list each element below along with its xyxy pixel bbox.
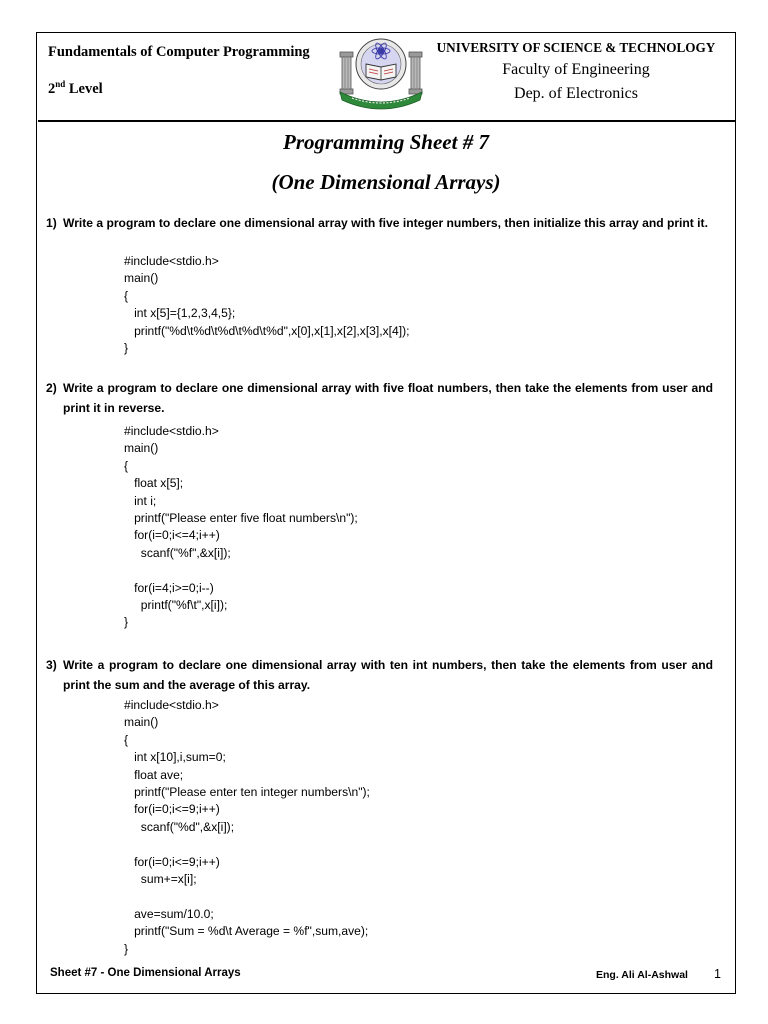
course-title: Fundamentals of Computer Programming xyxy=(48,44,310,60)
question-number: 2) xyxy=(46,381,57,395)
code-block-1: #include<stdio.h> main() { int x[5]={1,2,3,4,5}; printf("%d\t%d\t%d\t%d\t%d",x[0],x[1],x[2],x[3],x[4]); } xyxy=(124,254,410,356)
level-word: Level xyxy=(68,80,103,97)
level-suffix: nd xyxy=(55,79,66,89)
university-name: UNIVERSITY OF SCIENCE & TECHNOLOGY xyxy=(436,40,716,55)
department-name: Dep. of Electronics xyxy=(514,85,638,102)
course-level xyxy=(48,79,103,98)
level-number: 2 xyxy=(48,80,56,97)
page-number: 1 xyxy=(714,967,721,981)
code-block-2: #include<stdio.h> main() { float x[5]; int i; printf("Please enter five float numbers\n"); for(i=0;i<=4;i++) scanf("%f",&x[i]); for(i=4;i>=0;i--) printf("%f\t",x[i]); } xyxy=(124,424,358,630)
question-number: 1) xyxy=(46,216,57,230)
university-logo xyxy=(338,34,424,110)
question-text: Write a program to declare one dimensional array with five integer numbers, then initialize this array and print it. xyxy=(63,216,708,230)
header-divider xyxy=(38,120,735,122)
faculty-name: Faculty of Engineering xyxy=(502,61,650,78)
question-3 xyxy=(46,655,713,695)
code-block-3: #include<stdio.h> main() { int x[10],i,sum=0; float ave; printf("Please enter ten integer numbers\n"); for(i=0;i<=9;i++) scanf("%d",&x[i]); for(i=0;i<=9;i++) sum+=x[i]; ave=sum/10.0; printf("Sum = %d\t Average = %f",sum,ave); } xyxy=(124,698,370,956)
question-2 xyxy=(46,378,713,418)
question-1 xyxy=(46,213,713,233)
sheet-subtitle: (One Dimensional Arrays) xyxy=(271,170,501,194)
question-text: Write a program to declare one dimensional array with ten int numbers, then take the elements from user and print the sum and the average of this array. xyxy=(63,658,713,692)
question-text: Write a program to declare one dimensional array with five float numbers, then take the elements from user and print it in reverse. xyxy=(63,381,713,415)
footer-sheet-label: Sheet #7 - One Dimensional Arrays xyxy=(50,967,241,979)
footer-author: Eng. Ali Al-Ashwal xyxy=(596,969,688,981)
question-number: 3) xyxy=(46,658,57,672)
sheet-title: Programming Sheet # 7 xyxy=(283,130,489,154)
